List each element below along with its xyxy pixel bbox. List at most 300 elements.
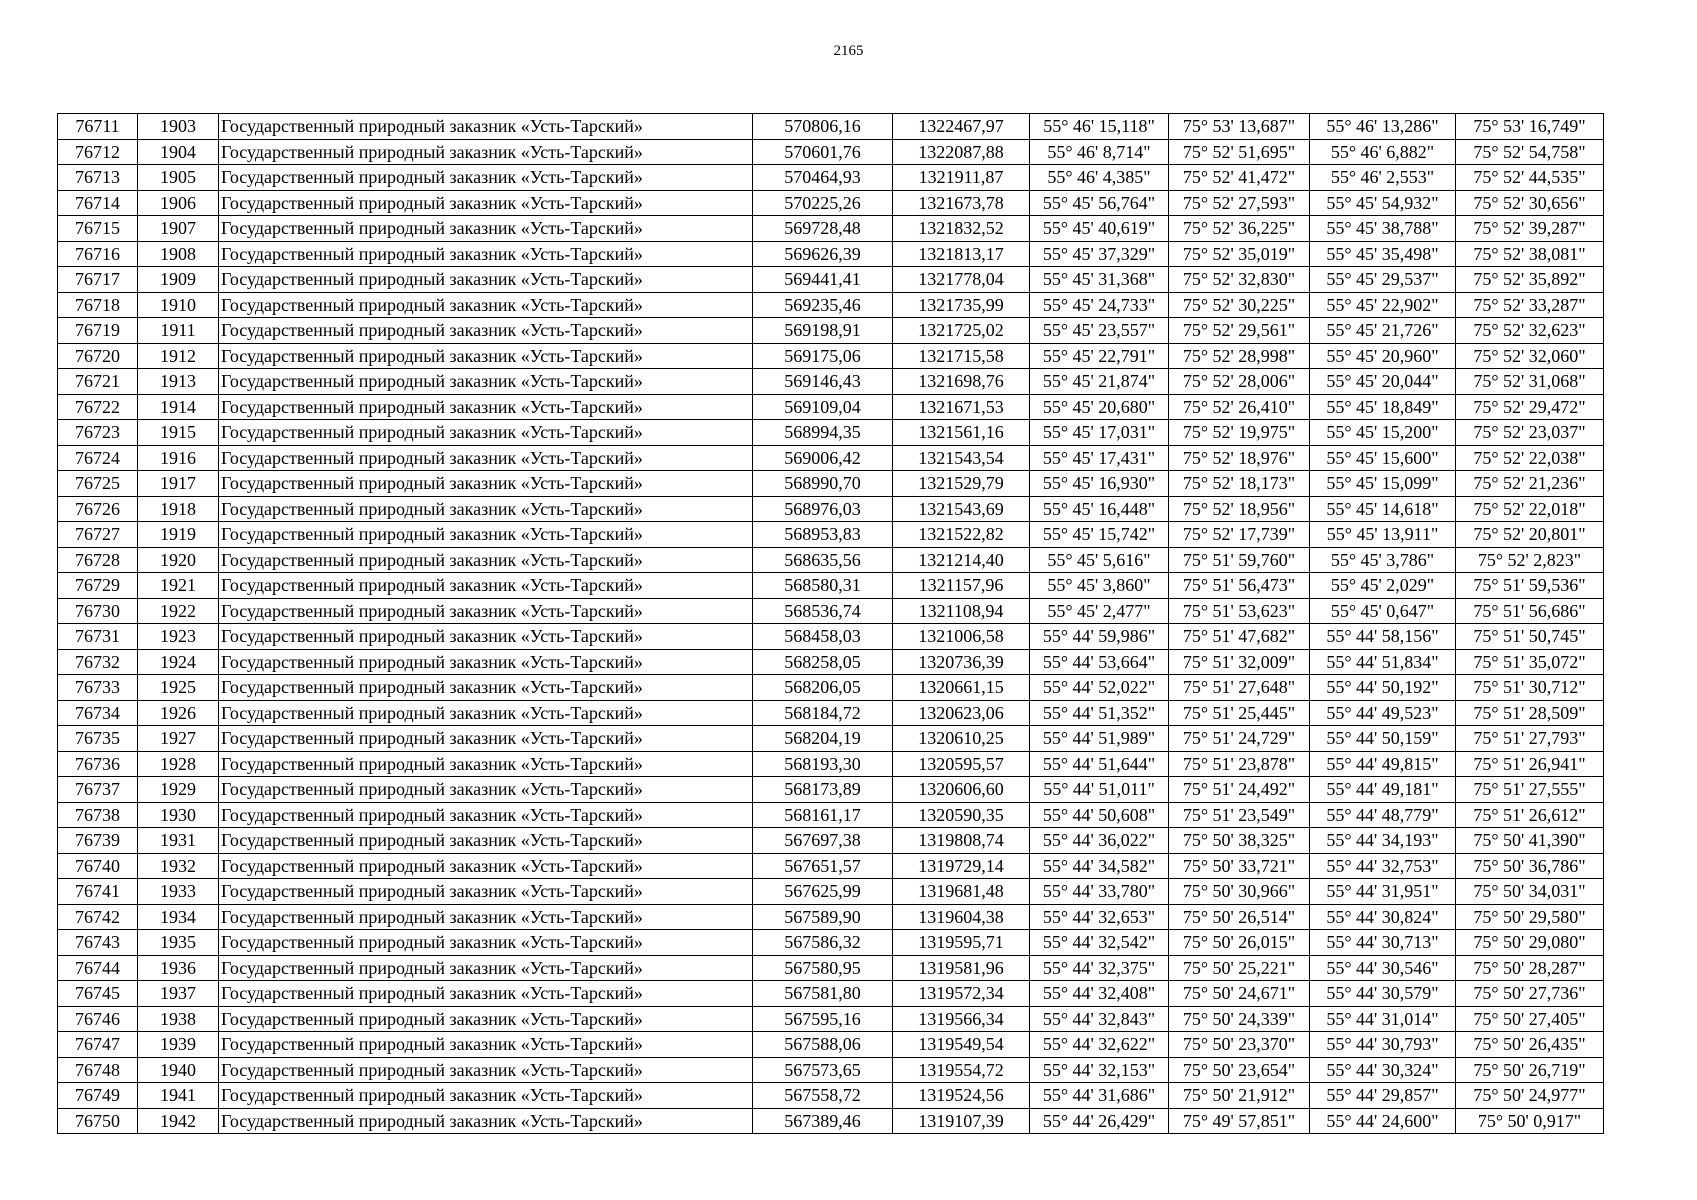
table-row — [58, 318, 1604, 344]
x-coordinate-cell: 568953,83 — [753, 522, 893, 548]
latitude-1-cell: 55° 45' 31,368" — [1030, 267, 1169, 293]
x-coordinate-cell: 568990,70 — [753, 471, 893, 497]
x-coordinate-cell: 568173,89 — [753, 777, 893, 803]
x-coordinate-cell: 568635,56 — [753, 547, 893, 573]
longitude-2-cell: 75° 52' 22,038" — [1456, 445, 1604, 471]
point-number-cell: 1915 — [138, 420, 219, 446]
x-coordinate-cell: 567625,99 — [753, 879, 893, 905]
table-row — [58, 471, 1604, 497]
table-row — [58, 930, 1604, 956]
x-coordinate-cell: 568184,72 — [753, 700, 893, 726]
table-row — [58, 190, 1604, 216]
latitude-2-cell: 55° 44' 31,014" — [1310, 1006, 1456, 1032]
point-number-cell: 1941 — [138, 1083, 219, 1109]
name-cell: Государственный природный заказник «Усть-Тарский» — [219, 955, 753, 981]
longitude-2-cell: 75° 52' 35,892" — [1456, 267, 1604, 293]
latitude-1-cell: 55° 45' 56,764" — [1030, 190, 1169, 216]
row-number-cell: 76730 — [58, 598, 138, 624]
point-number-cell: 1918 — [138, 496, 219, 522]
name-cell: Государственный природный заказник «Усть-Тарский» — [219, 751, 753, 777]
longitude-2-cell: 75° 52' 21,236" — [1456, 471, 1604, 497]
name-cell: Государственный природный заказник «Усть-Тарский» — [219, 267, 753, 293]
latitude-1-cell: 55° 45' 15,742" — [1030, 522, 1169, 548]
latitude-1-cell: 55° 44' 36,022" — [1030, 828, 1169, 854]
point-number-cell: 1928 — [138, 751, 219, 777]
latitude-1-cell: 55° 44' 52,022" — [1030, 675, 1169, 701]
latitude-2-cell: 55° 45' 29,537" — [1310, 267, 1456, 293]
row-number-cell: 76716 — [58, 241, 138, 267]
table-row — [58, 955, 1604, 981]
latitude-2-cell: 55° 45' 14,618" — [1310, 496, 1456, 522]
latitude-1-cell: 55° 44' 32,653" — [1030, 904, 1169, 930]
y-coordinate-cell: 1321725,02 — [893, 318, 1030, 344]
latitude-2-cell: 55° 45' 20,960" — [1310, 343, 1456, 369]
latitude-1-cell: 55° 44' 32,375" — [1030, 955, 1169, 981]
longitude-1-cell: 75° 51' 24,492" — [1169, 777, 1310, 803]
name-cell: Государственный природный заказник «Усть-Тарский» — [219, 471, 753, 497]
longitude-1-cell: 75° 50' 23,370" — [1169, 1032, 1310, 1058]
name-cell: Государственный природный заказник «Усть-Тарский» — [219, 879, 753, 905]
point-number-cell: 1908 — [138, 241, 219, 267]
table-row — [58, 1032, 1604, 1058]
latitude-1-cell: 55° 44' 32,542" — [1030, 930, 1169, 956]
y-coordinate-cell: 1319604,38 — [893, 904, 1030, 930]
name-cell: Государственный природный заказник «Усть-Тарский» — [219, 828, 753, 854]
row-number-cell: 76718 — [58, 292, 138, 318]
table-row — [58, 1057, 1604, 1083]
y-coordinate-cell: 1319581,96 — [893, 955, 1030, 981]
latitude-2-cell: 55° 44' 30,793" — [1310, 1032, 1456, 1058]
longitude-1-cell: 75° 50' 23,654" — [1169, 1057, 1310, 1083]
latitude-1-cell: 55° 45' 2,477" — [1030, 598, 1169, 624]
point-number-cell: 1907 — [138, 216, 219, 242]
x-coordinate-cell: 568206,05 — [753, 675, 893, 701]
longitude-1-cell: 75° 51' 23,878" — [1169, 751, 1310, 777]
longitude-1-cell: 75° 51' 47,682" — [1169, 624, 1310, 650]
row-number-cell: 76743 — [58, 930, 138, 956]
longitude-2-cell: 75° 52' 20,801" — [1456, 522, 1604, 548]
name-cell: Государственный природный заказник «Усть-Тарский» — [219, 598, 753, 624]
longitude-1-cell: 75° 50' 26,015" — [1169, 930, 1310, 956]
y-coordinate-cell: 1319549,54 — [893, 1032, 1030, 1058]
table-row — [58, 879, 1604, 905]
latitude-2-cell: 55° 45' 2,029" — [1310, 573, 1456, 599]
name-cell: Государственный природный заказник «Усть-Тарский» — [219, 1108, 753, 1134]
y-coordinate-cell: 1319107,39 — [893, 1108, 1030, 1134]
name-cell: Государственный природный заказник «Усть-Тарский» — [219, 649, 753, 675]
latitude-2-cell: 55° 45' 35,498" — [1310, 241, 1456, 267]
table-body — [58, 114, 1604, 1134]
table-row — [58, 700, 1604, 726]
latitude-2-cell: 55° 44' 30,824" — [1310, 904, 1456, 930]
longitude-1-cell: 75° 52' 26,410" — [1169, 394, 1310, 420]
row-number-cell: 76719 — [58, 318, 138, 344]
longitude-2-cell: 75° 51' 26,612" — [1456, 802, 1604, 828]
y-coordinate-cell: 1320610,25 — [893, 726, 1030, 752]
longitude-2-cell: 75° 52' 22,018" — [1456, 496, 1604, 522]
name-cell: Государственный природный заказник «Усть-Тарский» — [219, 318, 753, 344]
row-number-cell: 76727 — [58, 522, 138, 548]
name-cell: Государственный природный заказник «Усть-Тарский» — [219, 1083, 753, 1109]
latitude-1-cell: 55° 44' 59,986" — [1030, 624, 1169, 650]
row-number-cell: 76715 — [58, 216, 138, 242]
longitude-2-cell: 75° 50' 26,719" — [1456, 1057, 1604, 1083]
row-number-cell: 76739 — [58, 828, 138, 854]
row-number-cell: 76717 — [58, 267, 138, 293]
row-number-cell: 76748 — [58, 1057, 138, 1083]
longitude-2-cell: 75° 52' 31,068" — [1456, 369, 1604, 395]
x-coordinate-cell: 568536,74 — [753, 598, 893, 624]
latitude-1-cell: 55° 44' 50,608" — [1030, 802, 1169, 828]
latitude-1-cell: 55° 45' 24,733" — [1030, 292, 1169, 318]
y-coordinate-cell: 1320595,57 — [893, 751, 1030, 777]
longitude-1-cell: 75° 52' 28,006" — [1169, 369, 1310, 395]
row-number-cell: 76731 — [58, 624, 138, 650]
longitude-1-cell: 75° 52' 35,019" — [1169, 241, 1310, 267]
table-row — [58, 802, 1604, 828]
point-number-cell: 1925 — [138, 675, 219, 701]
x-coordinate-cell: 569109,04 — [753, 394, 893, 420]
name-cell: Государственный природный заказник «Усть-Тарский» — [219, 343, 753, 369]
longitude-1-cell: 75° 51' 56,473" — [1169, 573, 1310, 599]
y-coordinate-cell: 1320606,60 — [893, 777, 1030, 803]
y-coordinate-cell: 1319729,14 — [893, 853, 1030, 879]
longitude-2-cell: 75° 51' 26,941" — [1456, 751, 1604, 777]
longitude-1-cell: 75° 52' 29,561" — [1169, 318, 1310, 344]
name-cell: Государственный природный заказник «Усть-Тарский» — [219, 420, 753, 446]
y-coordinate-cell: 1321715,58 — [893, 343, 1030, 369]
point-number-cell: 1936 — [138, 955, 219, 981]
latitude-1-cell: 55° 46' 15,118" — [1030, 114, 1169, 140]
longitude-1-cell: 75° 51' 32,009" — [1169, 649, 1310, 675]
latitude-1-cell: 55° 46' 4,385" — [1030, 165, 1169, 191]
latitude-2-cell: 55° 44' 24,600" — [1310, 1108, 1456, 1134]
x-coordinate-cell: 570601,76 — [753, 139, 893, 165]
x-coordinate-cell: 567573,65 — [753, 1057, 893, 1083]
name-cell: Государственный природный заказник «Усть-Тарский» — [219, 930, 753, 956]
y-coordinate-cell: 1319681,48 — [893, 879, 1030, 905]
table-row — [58, 573, 1604, 599]
longitude-2-cell: 75° 50' 28,287" — [1456, 955, 1604, 981]
latitude-2-cell: 55° 44' 29,857" — [1310, 1083, 1456, 1109]
table-row — [58, 853, 1604, 879]
x-coordinate-cell: 569441,41 — [753, 267, 893, 293]
longitude-2-cell: 75° 50' 29,580" — [1456, 904, 1604, 930]
longitude-1-cell: 75° 50' 24,671" — [1169, 981, 1310, 1007]
longitude-2-cell: 75° 51' 56,686" — [1456, 598, 1604, 624]
table-row — [58, 394, 1604, 420]
longitude-2-cell: 75° 52' 39,287" — [1456, 216, 1604, 242]
latitude-2-cell: 55° 45' 3,786" — [1310, 547, 1456, 573]
table-row — [58, 216, 1604, 242]
y-coordinate-cell: 1320736,39 — [893, 649, 1030, 675]
longitude-1-cell: 75° 52' 30,225" — [1169, 292, 1310, 318]
point-number-cell: 1911 — [138, 318, 219, 344]
point-number-cell: 1935 — [138, 930, 219, 956]
latitude-2-cell: 55° 44' 50,159" — [1310, 726, 1456, 752]
y-coordinate-cell: 1320590,35 — [893, 802, 1030, 828]
longitude-1-cell: 75° 50' 33,721" — [1169, 853, 1310, 879]
latitude-2-cell: 55° 44' 30,546" — [1310, 955, 1456, 981]
point-number-cell: 1921 — [138, 573, 219, 599]
point-number-cell: 1904 — [138, 139, 219, 165]
point-number-cell: 1916 — [138, 445, 219, 471]
name-cell: Государственный природный заказник «Усть-Тарский» — [219, 190, 753, 216]
table-row — [58, 675, 1604, 701]
row-number-cell: 76738 — [58, 802, 138, 828]
x-coordinate-cell: 568258,05 — [753, 649, 893, 675]
name-cell: Государственный природный заказник «Усть-Тарский» — [219, 904, 753, 930]
y-coordinate-cell: 1321698,76 — [893, 369, 1030, 395]
latitude-2-cell: 55° 45' 21,726" — [1310, 318, 1456, 344]
longitude-2-cell: 75° 52' 38,081" — [1456, 241, 1604, 267]
longitude-2-cell: 75° 52' 33,287" — [1456, 292, 1604, 318]
latitude-2-cell: 55° 44' 31,951" — [1310, 879, 1456, 905]
latitude-1-cell: 55° 44' 31,686" — [1030, 1083, 1169, 1109]
longitude-2-cell: 75° 52' 23,037" — [1456, 420, 1604, 446]
latitude-1-cell: 55° 44' 51,989" — [1030, 726, 1169, 752]
latitude-1-cell: 55° 44' 32,622" — [1030, 1032, 1169, 1058]
x-coordinate-cell: 568458,03 — [753, 624, 893, 650]
table-row — [58, 496, 1604, 522]
latitude-1-cell: 55° 45' 21,874" — [1030, 369, 1169, 395]
y-coordinate-cell: 1322087,88 — [893, 139, 1030, 165]
latitude-2-cell: 55° 45' 13,911" — [1310, 522, 1456, 548]
x-coordinate-cell: 570806,16 — [753, 114, 893, 140]
y-coordinate-cell: 1321543,54 — [893, 445, 1030, 471]
table-row — [58, 649, 1604, 675]
longitude-1-cell: 75° 51' 25,445" — [1169, 700, 1310, 726]
row-number-cell: 76712 — [58, 139, 138, 165]
longitude-1-cell: 75° 52' 32,830" — [1169, 267, 1310, 293]
x-coordinate-cell: 567697,38 — [753, 828, 893, 854]
table-row — [58, 369, 1604, 395]
name-cell: Государственный природный заказник «Усть-Тарский» — [219, 1032, 753, 1058]
latitude-2-cell: 55° 45' 15,600" — [1310, 445, 1456, 471]
x-coordinate-cell: 569146,43 — [753, 369, 893, 395]
row-number-cell: 76737 — [58, 777, 138, 803]
name-cell: Государственный природный заказник «Усть-Тарский» — [219, 675, 753, 701]
row-number-cell: 76726 — [58, 496, 138, 522]
x-coordinate-cell: 569198,91 — [753, 318, 893, 344]
y-coordinate-cell: 1322467,97 — [893, 114, 1030, 140]
y-coordinate-cell: 1319572,34 — [893, 981, 1030, 1007]
y-coordinate-cell: 1321671,53 — [893, 394, 1030, 420]
name-cell: Государственный природный заказник «Усть-Тарский» — [219, 547, 753, 573]
latitude-2-cell: 55° 45' 0,647" — [1310, 598, 1456, 624]
name-cell: Государственный природный заказник «Усть-Тарский» — [219, 853, 753, 879]
y-coordinate-cell: 1320623,06 — [893, 700, 1030, 726]
latitude-1-cell: 55° 45' 40,619" — [1030, 216, 1169, 242]
name-cell: Государственный природный заказник «Усть-Тарский» — [219, 573, 753, 599]
latitude-1-cell: 55° 45' 16,448" — [1030, 496, 1169, 522]
longitude-2-cell: 75° 50' 24,977" — [1456, 1083, 1604, 1109]
table-row — [58, 1083, 1604, 1109]
longitude-2-cell: 75° 50' 41,390" — [1456, 828, 1604, 854]
longitude-1-cell: 75° 52' 51,695" — [1169, 139, 1310, 165]
longitude-2-cell: 75° 51' 28,509" — [1456, 700, 1604, 726]
longitude-1-cell: 75° 50' 21,912" — [1169, 1083, 1310, 1109]
table-row — [58, 420, 1604, 446]
table-row — [58, 726, 1604, 752]
latitude-1-cell: 55° 44' 34,582" — [1030, 853, 1169, 879]
point-number-cell: 1923 — [138, 624, 219, 650]
point-number-cell: 1920 — [138, 547, 219, 573]
point-number-cell: 1934 — [138, 904, 219, 930]
longitude-2-cell: 75° 51' 27,555" — [1456, 777, 1604, 803]
table-row — [58, 904, 1604, 930]
latitude-2-cell: 55° 45' 15,200" — [1310, 420, 1456, 446]
latitude-2-cell: 55° 46' 2,553" — [1310, 165, 1456, 191]
row-number-cell: 76728 — [58, 547, 138, 573]
longitude-1-cell: 75° 51' 53,623" — [1169, 598, 1310, 624]
table-row — [58, 547, 1604, 573]
table-row — [58, 445, 1604, 471]
table-row — [58, 139, 1604, 165]
coordinates-table — [57, 113, 1604, 1134]
point-number-cell: 1939 — [138, 1032, 219, 1058]
row-number-cell: 76713 — [58, 165, 138, 191]
point-number-cell: 1917 — [138, 471, 219, 497]
latitude-2-cell: 55° 44' 30,713" — [1310, 930, 1456, 956]
row-number-cell: 76729 — [58, 573, 138, 599]
point-number-cell: 1914 — [138, 394, 219, 420]
x-coordinate-cell: 568994,35 — [753, 420, 893, 446]
y-coordinate-cell: 1321108,94 — [893, 598, 1030, 624]
latitude-1-cell: 55° 46' 8,714" — [1030, 139, 1169, 165]
longitude-2-cell: 75° 52' 44,535" — [1456, 165, 1604, 191]
table-row — [58, 241, 1604, 267]
name-cell: Государственный природный заказник «Усть-Тарский» — [219, 165, 753, 191]
name-cell: Государственный природный заказник «Усть-Тарский» — [219, 496, 753, 522]
name-cell: Государственный природный заказник «Усть-Тарский» — [219, 1057, 753, 1083]
x-coordinate-cell: 568161,17 — [753, 802, 893, 828]
table-row — [58, 598, 1604, 624]
name-cell: Государственный природный заказник «Усть-Тарский» — [219, 777, 753, 803]
x-coordinate-cell: 567389,46 — [753, 1108, 893, 1134]
longitude-1-cell: 75° 52' 18,956" — [1169, 496, 1310, 522]
longitude-2-cell: 75° 50' 36,786" — [1456, 853, 1604, 879]
longitude-1-cell: 75° 52' 18,976" — [1169, 445, 1310, 471]
point-number-cell: 1909 — [138, 267, 219, 293]
latitude-1-cell: 55° 45' 3,860" — [1030, 573, 1169, 599]
row-number-cell: 76745 — [58, 981, 138, 1007]
row-number-cell: 76722 — [58, 394, 138, 420]
name-cell: Государственный природный заказник «Усть-Тарский» — [219, 726, 753, 752]
table-row — [58, 267, 1604, 293]
point-number-cell: 1903 — [138, 114, 219, 140]
latitude-1-cell: 55° 45' 20,680" — [1030, 394, 1169, 420]
latitude-1-cell: 55° 44' 32,153" — [1030, 1057, 1169, 1083]
longitude-1-cell: 75° 49' 57,851" — [1169, 1108, 1310, 1134]
longitude-1-cell: 75° 52' 28,998" — [1169, 343, 1310, 369]
latitude-1-cell: 55° 45' 37,329" — [1030, 241, 1169, 267]
y-coordinate-cell: 1321813,17 — [893, 241, 1030, 267]
x-coordinate-cell: 569728,48 — [753, 216, 893, 242]
latitude-1-cell: 55° 44' 51,644" — [1030, 751, 1169, 777]
longitude-2-cell: 75° 51' 35,072" — [1456, 649, 1604, 675]
latitude-2-cell: 55° 44' 58,156" — [1310, 624, 1456, 650]
name-cell: Государственный природный заказник «Усть-Тарский» — [219, 700, 753, 726]
longitude-1-cell: 75° 52' 27,593" — [1169, 190, 1310, 216]
latitude-1-cell: 55° 44' 32,408" — [1030, 981, 1169, 1007]
point-number-cell: 1905 — [138, 165, 219, 191]
row-number-cell: 76714 — [58, 190, 138, 216]
point-number-cell: 1924 — [138, 649, 219, 675]
table-row — [58, 1108, 1604, 1134]
point-number-cell: 1933 — [138, 879, 219, 905]
name-cell: Государственный природный заказник «Усть-Тарский» — [219, 114, 753, 140]
x-coordinate-cell: 567588,06 — [753, 1032, 893, 1058]
point-number-cell: 1942 — [138, 1108, 219, 1134]
latitude-2-cell: 55° 44' 30,579" — [1310, 981, 1456, 1007]
x-coordinate-cell: 568580,31 — [753, 573, 893, 599]
latitude-1-cell: 55° 44' 26,429" — [1030, 1108, 1169, 1134]
y-coordinate-cell: 1321529,79 — [893, 471, 1030, 497]
x-coordinate-cell: 569006,42 — [753, 445, 893, 471]
row-number-cell: 76750 — [58, 1108, 138, 1134]
latitude-1-cell: 55° 45' 22,791" — [1030, 343, 1169, 369]
longitude-2-cell: 75° 52' 32,623" — [1456, 318, 1604, 344]
longitude-2-cell: 75° 50' 0,917" — [1456, 1108, 1604, 1134]
longitude-1-cell: 75° 50' 38,325" — [1169, 828, 1310, 854]
latitude-1-cell: 55° 44' 33,780" — [1030, 879, 1169, 905]
longitude-2-cell: 75° 52' 30,656" — [1456, 190, 1604, 216]
latitude-2-cell: 55° 44' 51,834" — [1310, 649, 1456, 675]
latitude-2-cell: 55° 44' 30,324" — [1310, 1057, 1456, 1083]
x-coordinate-cell: 569235,46 — [753, 292, 893, 318]
name-cell: Государственный природный заказник «Усть-Тарский» — [219, 241, 753, 267]
longitude-1-cell: 75° 50' 25,221" — [1169, 955, 1310, 981]
longitude-2-cell: 75° 53' 16,749" — [1456, 114, 1604, 140]
longitude-2-cell: 75° 50' 27,405" — [1456, 1006, 1604, 1032]
y-coordinate-cell: 1321522,82 — [893, 522, 1030, 548]
point-number-cell: 1929 — [138, 777, 219, 803]
row-number-cell: 76720 — [58, 343, 138, 369]
longitude-1-cell: 75° 51' 24,729" — [1169, 726, 1310, 752]
latitude-2-cell: 55° 44' 48,779" — [1310, 802, 1456, 828]
latitude-2-cell: 55° 46' 6,882" — [1310, 139, 1456, 165]
x-coordinate-cell: 570225,26 — [753, 190, 893, 216]
latitude-2-cell: 55° 45' 22,902" — [1310, 292, 1456, 318]
latitude-2-cell: 55° 44' 34,193" — [1310, 828, 1456, 854]
point-number-cell: 1922 — [138, 598, 219, 624]
row-number-cell: 76711 — [58, 114, 138, 140]
latitude-1-cell: 55° 45' 5,616" — [1030, 547, 1169, 573]
longitude-2-cell: 75° 50' 26,435" — [1456, 1032, 1604, 1058]
point-number-cell: 1912 — [138, 343, 219, 369]
y-coordinate-cell: 1321543,69 — [893, 496, 1030, 522]
name-cell: Государственный природный заказник «Усть-Тарский» — [219, 445, 753, 471]
x-coordinate-cell: 567586,32 — [753, 930, 893, 956]
latitude-2-cell: 55° 44' 49,181" — [1310, 777, 1456, 803]
row-number-cell: 76724 — [58, 445, 138, 471]
x-coordinate-cell: 568193,30 — [753, 751, 893, 777]
latitude-2-cell: 55° 44' 49,815" — [1310, 751, 1456, 777]
y-coordinate-cell: 1319808,74 — [893, 828, 1030, 854]
longitude-1-cell: 75° 53' 13,687" — [1169, 114, 1310, 140]
x-coordinate-cell: 568976,03 — [753, 496, 893, 522]
y-coordinate-cell: 1321673,78 — [893, 190, 1030, 216]
longitude-1-cell: 75° 52' 18,173" — [1169, 471, 1310, 497]
row-number-cell: 76741 — [58, 879, 138, 905]
table-row — [58, 292, 1604, 318]
longitude-2-cell: 75° 52' 54,758" — [1456, 139, 1604, 165]
row-number-cell: 76721 — [58, 369, 138, 395]
row-number-cell: 76746 — [58, 1006, 138, 1032]
table-row — [58, 777, 1604, 803]
row-number-cell: 76736 — [58, 751, 138, 777]
